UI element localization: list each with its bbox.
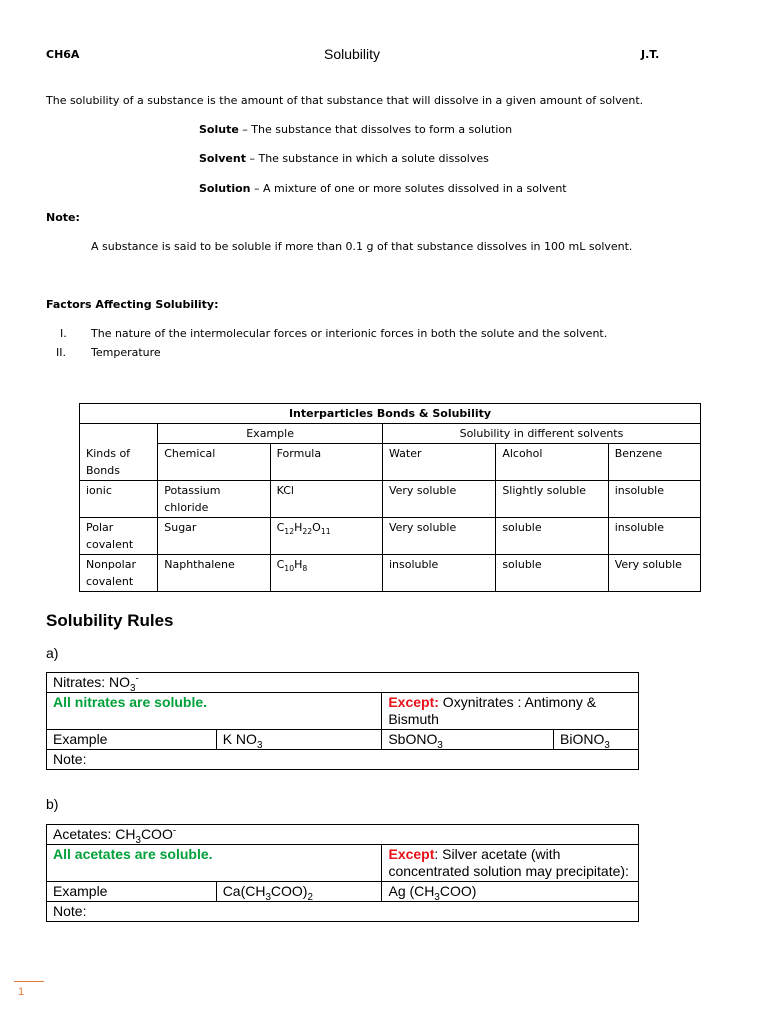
rule-b-letter: b) [46,796,59,812]
cell-formula [270,554,382,591]
group-header-example: Example [158,424,383,444]
example-label: Example [47,730,217,750]
cell-water: insoluble [382,554,495,591]
course-code: CH6A [46,48,80,61]
except-cell [382,845,639,882]
note-cell: Note: [47,902,639,922]
formula-subscript: 8 [302,563,308,573]
note-label: Note: [46,211,80,224]
formula-subscript: 12 [284,526,295,536]
example-cell [554,730,639,750]
definition-solvent [199,152,489,165]
header-cell: Benzene [608,444,700,481]
ion-label: Acetates: CH [53,826,136,842]
factor-num-2: II. [56,346,66,359]
factor-text-2: Temperature [91,346,161,359]
header-cell: Chemical [158,444,270,481]
ion-subscript: 3 [135,834,141,846]
example-formula: Ca(CH [222,883,266,899]
example-formula: COO) [439,883,477,899]
except-text: : Silver acetate (with concentrated solution may precipitate): [388,846,629,879]
formula-part: C [276,520,285,534]
formula-subscript: 10 [284,563,295,573]
header-cell: Water [382,444,495,481]
formula-part: H [294,557,303,571]
ion-superscript: - [172,825,177,837]
factor-num-1: I. [60,327,67,340]
rule-a-table [46,672,639,770]
example-label: Example [47,882,217,902]
empty-cell [80,424,158,444]
header-cell: Kinds of Bonds [80,444,158,481]
formula-subscript: 11 [320,526,331,536]
rule-b-table [46,824,639,922]
cell-water: Very soluble [382,480,495,517]
author-initials: J.T. [641,48,660,61]
rules-heading: Solubility Rules [46,611,174,630]
table-title: Interparticles Bonds & Solubility [80,404,701,424]
cell-benzene: Very soluble [608,554,700,591]
ion-label: Nitrates: NO [53,674,131,690]
definition-term: Solution [199,182,251,195]
cell-alcohol: soluble [496,554,608,591]
cell-alcohol: soluble [496,517,608,554]
ion-cell [47,673,639,693]
cell-chemical: Naphthalene [158,554,270,591]
cell-water: Very soluble [382,517,495,554]
factor-text-1: The nature of the intermolecular forces or interionic forces in both the solute and the solvent. [91,327,608,340]
example-formula: K NO [222,731,257,747]
rule-text: All acetates are soluble. [47,845,382,882]
formula-part: O [312,520,321,534]
except-text: Oxynitrates : Antimony & Bismuth [388,694,597,727]
page-title: Solubility [324,46,381,62]
group-header-solubility: Solubility in different solvents [382,424,700,444]
note-cell: Note: [47,750,639,770]
header-cell: Formula [270,444,382,481]
formula-subscript: 3 [256,739,263,751]
definition-text: – A mixture of one or more solutes dissolved in a solvent [250,182,567,195]
example-cell [216,730,382,750]
formula-part: C [276,557,285,571]
formula-part: H [294,520,303,534]
page-number: 1 [18,986,25,998]
cell-kind: Nonpolar covalent [80,554,158,591]
definition-solute [199,123,512,136]
definition-term: Solute [199,123,239,136]
formula-subscript: 3 [604,739,610,751]
except-label: Except [388,846,435,862]
cell-formula [270,517,382,554]
cell-chemical: Sugar [158,517,270,554]
cell-kind: Polar covalent [80,517,158,554]
example-formula: BiONO [560,731,605,747]
example-cell [382,882,639,902]
factors-heading: Factors Affecting Solubility: [46,298,219,311]
ion-cell [47,825,639,845]
cell-alcohol: Slightly soluble [496,480,608,517]
example-cell [382,730,554,750]
intro-paragraph: The solubility of a substance is the amount of that substance that will dissolve in a given amount of solvent. [46,94,644,107]
cell-benzene: insoluble [608,517,700,554]
cell-kind: ionic [80,480,158,517]
table-header-row [80,444,701,481]
example-cell [216,882,382,902]
ion-superscript: - [135,673,139,685]
ion-subscript: 3 [130,682,136,694]
example-formula: Ag (CH [388,883,435,899]
formula-subscript: 3 [265,891,271,903]
definition-term: Solvent [199,152,246,165]
except-cell [382,693,639,730]
table-row [80,480,701,517]
formula-subscript: 22 [302,526,313,536]
cell-benzene: insoluble [608,480,700,517]
definition-text: – The substance in which a solute dissolves [245,152,489,165]
cell-formula: KCl [270,480,382,517]
example-formula: COO) [270,883,308,899]
cell-chemical: Potassium chloride [158,480,270,517]
table-row [80,517,701,554]
formula-subscript: 3 [434,891,440,903]
example-formula: SbONO [388,731,438,747]
header-cell: Alcohol [496,444,608,481]
note-text: A substance is said to be soluble if more than 0.1 g of that substance dissolves in 100 mL solvent. [91,240,633,253]
definition-text: – The substance that dissolves to form a solution [238,123,513,136]
rule-a-letter: a) [46,645,59,661]
definition-solution [199,182,567,195]
interparticle-bonds-table [79,403,701,592]
ion-label-tail: COO [140,826,173,842]
except-label: Except: [388,694,439,710]
formula-subscript: 2 [307,891,313,903]
rule-text: All nitrates are soluble. [47,693,382,730]
footer-rule [14,981,44,982]
formula-subscript: 3 [437,739,443,751]
table-row [80,554,701,591]
